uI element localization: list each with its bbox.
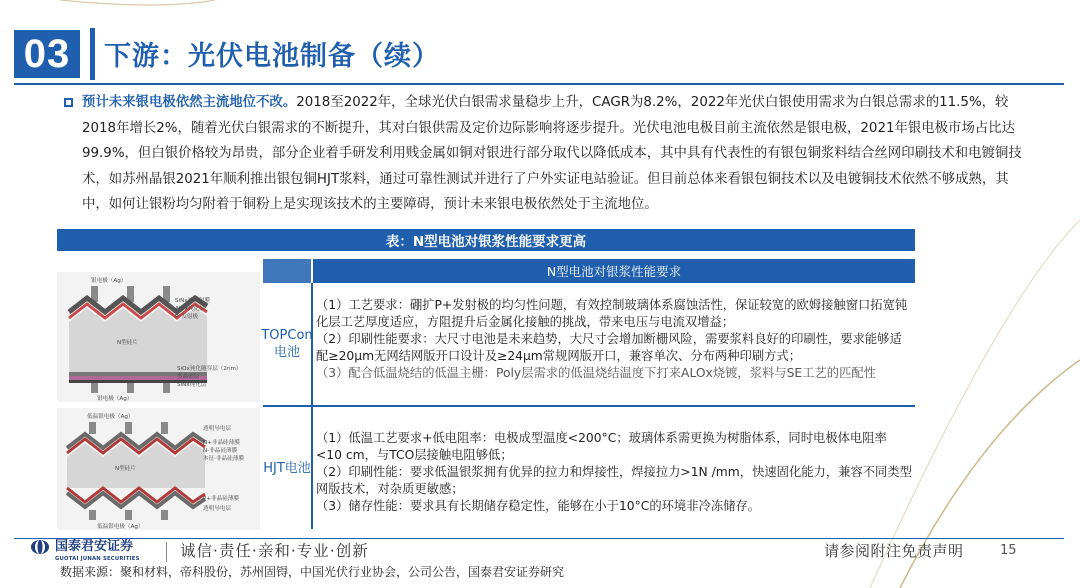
hjt-structure-diagram: [57, 408, 260, 530]
topcon-req-3: （3）配合低温烧结的低温主栅：Poly层需求的低温烧结温度下打来ALOx烧镀，浆料与SE工艺的匹配性: [316, 366, 876, 380]
topcon-wafer-label: N型硅片: [117, 340, 138, 346]
hjt-req-2: （2）印刷性能：要求低温银浆拥有优异的拉力和焊接性，焊接拉力>1N /mm，快速固化能力，兼容不同类型网版技术，对杂质更敏感；: [316, 465, 912, 496]
hjt-layer-2: N+非晶硅薄膜: [203, 440, 240, 446]
hjt-layer-3: N-非晶硅薄膜: [203, 448, 238, 454]
intro-paragraph: [82, 90, 1022, 218]
row-label-topcon: TOPCon电池: [263, 283, 313, 405]
table-caption: 表：N型电池对银浆性能要求更高: [57, 229, 915, 251]
logo-mark-icon: [30, 539, 50, 555]
topcon-layer-5: SiOx钝化隧穿层（2nm）: [177, 366, 242, 372]
hjt-top-label: 低温银电极（Ag）: [87, 414, 134, 420]
page-title: 下游：光伏电池制备（续）: [104, 41, 440, 72]
hjt-layer-1: 透明导电层: [203, 426, 231, 432]
data-source: 数据来源：聚和材料，帝科股份，苏州固锝，中国光伏行业协会，公司公告，国泰君安证券研究: [60, 565, 565, 579]
topcon-layer-1: SiNx减反射膜: [175, 298, 210, 304]
hjt-bottom-label: 低温银电极（Ag）: [97, 524, 144, 530]
footer-divider: [14, 538, 1064, 539]
topcon-req-1: （1）工艺要求：硼扩P+发射极的均匀性问题，有效控制玻璃体系腐蚀活性，保证较宽的欧姆接触窗口拓宽钝化层工艺厚度适应，方阻提升后金属化接触的挑战，带来电压与电流双增益；: [316, 298, 908, 329]
topcon-layer-6: 多晶硅层: [177, 374, 200, 380]
company-logo: [30, 539, 133, 555]
footer-slogan: 诚信·责任·亲和·专业·创新: [180, 542, 369, 560]
row-divider: [263, 405, 915, 407]
intro-body: 2018至2022年，全球光伏白银需求量稳步上升，CAGR为8.2%，2022年光伏白银使用需求为白银总需求的11.5%，较2018年增长2%，随着光伏白银需求的不断提升，其对白银供需及定价边际影响将逐步提升。光伏电池电极目前主流依然是银电极，2021年银电极市场占比达99.9%，但白银价格较为昂贵，部分企业着手研发利用贱金属如铜对银进行部分取代以降低成本，其中具有代表性的有银包铜浆料结合丝网印刷技术和电镀铜技术，如苏州晶银2021年顺利推出银包铜HJT浆料，通过可靠性测试并进行了户外实证电站验证。但目前总体来看银包铜技术以及电镀铜技术依然不够成熟，其中，如何让银粉均匀附着于铜粉上是实现该技术的主要障碍，预计未来银电极依然处于主流地位。: [82, 95, 1022, 213]
hjt-layer-4: 本征·非晶硅薄膜: [203, 456, 244, 462]
topcon-bottom-label: 银电极（Ag）: [97, 396, 133, 402]
hjt-wafer-label: N型硅片: [115, 466, 136, 472]
topcon-layer-7: SiNx钝化层: [177, 382, 207, 388]
hjt-requirements: [316, 430, 912, 515]
footer-vertical-divider: [166, 542, 167, 562]
header-divider: [14, 83, 1064, 85]
table-corner: [263, 259, 311, 283]
section-number-badge: [14, 30, 80, 78]
hjt-layer-7: 透明导电层: [203, 506, 231, 512]
table-header: N型电池对银浆性能要求: [313, 259, 915, 283]
intro-lead: 预计未来银电极依然主流地位不改。: [82, 95, 297, 110]
disclaimer-link[interactable]: 请参阅附注免责声明: [824, 542, 964, 560]
logo-text-cn: 国泰君安证券: [55, 539, 134, 554]
hjt-req-1: （1）低温工艺要求+低电阻率：电极成型温度<200°C；玻璃体系需更换为树脂体系，同时电极体电阻率<10 cm，与TCO层接触电阻够低；: [316, 431, 887, 462]
topcon-layer-2: AlOx钝化层: [175, 306, 205, 312]
hjt-req-3: （3）储存性能：要求具有长期储存稳定性，能够在小于10°C的环境非冷冻储存。: [316, 499, 761, 513]
row-label-hjt: HJT电池: [263, 407, 313, 529]
topcon-layer-3: P⁺发射极: [175, 314, 199, 320]
title-accent-bar: [90, 28, 95, 80]
section-number: 03: [23, 31, 71, 76]
bullet-square-icon: [64, 98, 73, 107]
topcon-top-label: 银电极（Ag）: [91, 278, 127, 284]
page-number: 15: [1000, 543, 1017, 558]
topcon-req-2: （2）印刷性能要求：大尺寸电池是未来趋势，大尺寸会增加断栅风险，需要浆料良好的印刷性，要求能够适配≥20μm无网结网版开口设计及≥24μm常规网版开口，兼容单次、分布两种印刷方式；: [316, 332, 902, 363]
hjt-layer-6: P+非晶硅薄膜: [203, 496, 240, 502]
logo-text-en: GUOTAI JUNAN SECURITIES: [55, 556, 140, 562]
topcon-requirements: [316, 297, 912, 382]
topcon-structure-diagram: [57, 272, 260, 402]
